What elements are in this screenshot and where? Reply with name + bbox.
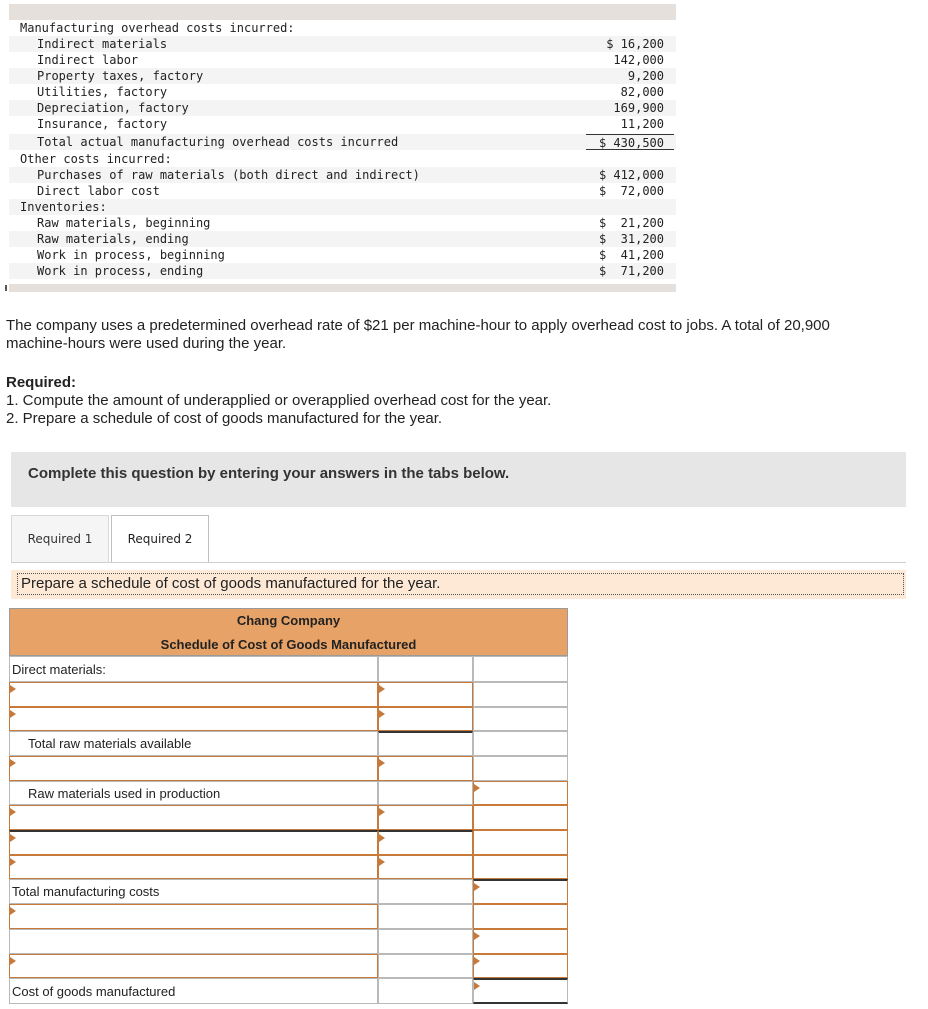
dropdown-marker-icon [474,957,480,965]
row-label: Manufacturing overhead costs incurred: [20,21,295,35]
amount-cell [378,929,473,954]
table-row [9,68,676,84]
row-label: Other costs incurred: [20,152,172,166]
amount-input[interactable] [473,879,568,904]
amount-cell [473,756,568,781]
label-input[interactable] [9,707,378,731]
table-row [9,36,676,52]
table-row [9,151,676,167]
dropdown-marker-icon [474,883,480,891]
dropdown-marker-icon [10,759,16,767]
row-label: Utilities, factory [37,85,168,99]
question-paragraph-line2: machine-hours were used during the year. [6,335,287,352]
dropdown-marker-icon [10,957,16,965]
label-input[interactable] [9,805,378,830]
dropdown-marker-icon [379,759,385,767]
dropdown-marker-icon [10,808,16,816]
table-row [9,52,676,68]
table-header-bar [9,4,676,20]
amount-cell [378,904,473,929]
row-value: $ 16,200 [606,37,664,51]
row-value: $ 412,000 [598,168,664,182]
amount-cell [473,682,568,707]
amount-input[interactable] [473,904,568,929]
row-value: 82,000 [620,85,664,99]
row-label: Purchases of raw materials (both direct and indirect) [37,168,420,182]
row-value: 11,200 [620,117,664,131]
row-label: Indirect materials [37,37,168,51]
tab-divider [11,562,906,563]
raw-used-label: Raw materials used in production [28,785,221,801]
instruction-text: Complete this question by entering your answers in the tabs below. [28,465,510,482]
table-row [9,247,676,263]
dropdown-marker-icon [474,982,480,990]
row-label: Property taxes, factory [37,69,204,83]
label-input[interactable] [9,904,378,929]
dropdown-marker-icon [379,858,385,866]
row-value: 142,000 [613,53,664,67]
amount-cell [378,879,473,904]
row-value: $ 41,200 [598,248,664,262]
label-input[interactable] [9,954,378,978]
amount-input[interactable] [473,830,568,855]
amount-cell [473,731,568,756]
dropdown-marker-icon [10,685,16,693]
direct-materials-label-cell [9,656,378,682]
label-input[interactable] [9,830,378,855]
dropdown-marker-icon [379,685,385,693]
scroll-marker [5,285,7,291]
direct-materials-label: Direct materials: [12,661,106,677]
row-label: Insurance, factory [37,117,168,131]
dropdown-marker-icon [474,932,480,940]
prompt-bar [11,570,906,599]
table-row [9,84,676,100]
required-heading: Required: [6,374,77,391]
label-input[interactable] [9,756,378,781]
row-label: Work in process, ending [37,264,204,278]
table-row [9,167,676,183]
amount-input[interactable] [378,855,473,879]
total-mfg-label: Total manufacturing costs [12,884,160,899]
cogm-label: Cost of goods manufactured [12,983,176,999]
amount-input[interactable] [473,855,568,879]
dropdown-marker-icon [379,808,385,816]
row-value: $ 71,200 [598,264,664,278]
dropdown-marker-icon [379,834,385,842]
required-item-1: 1. Compute the amount of underapplied or overapplied overhead cost for the year. [6,392,552,409]
amount-cell [473,707,568,731]
dropdown-marker-icon [379,710,385,718]
table-row [9,231,676,247]
amount-input[interactable] [473,954,568,978]
company-name: Chang Company [236,613,341,628]
table-row [9,215,676,231]
amount-input[interactable] [378,830,473,855]
table-row [9,134,676,150]
total-raw-available-cell [9,731,378,756]
table-row [9,183,676,199]
amount-input[interactable] [378,707,473,731]
row-label: Inventories: [20,200,107,214]
total-overhead-value: $ 430,500 [586,134,674,150]
amount-input[interactable] [473,929,568,954]
dropdown-marker-icon [10,907,16,915]
amount-input[interactable] [378,805,473,830]
row-label: Direct labor cost [37,184,160,198]
label-input[interactable] [9,682,378,707]
row-label: Work in process, beginning [37,248,225,262]
cogm-cell [9,978,378,1004]
blank-cell [9,929,378,954]
amount-cell [378,656,473,682]
row-value: 169,900 [613,101,664,115]
raw-used-cell [9,781,378,805]
row-value: 9,200 [627,69,664,83]
row-label: Raw materials, beginning [37,216,211,230]
table-row [9,199,676,215]
prompt-text: Prepare a schedule of cost of goods manufactured for the year. [17,573,904,595]
question-paragraph-line1: The company uses a predetermined overhead rate of $21 per machine-hour to apply overhead cost to jobs. A total of 20,900 [6,317,830,334]
label-input[interactable] [9,855,378,879]
amount-input[interactable] [378,731,473,756]
row-label: Raw materials, ending [37,232,189,246]
amount-input[interactable] [473,805,568,830]
total-mfg-cell [9,879,378,904]
row-value: $ 21,200 [598,216,664,230]
row-value: $ 72,000 [598,184,664,198]
row-label: Total actual manufacturing overhead costs incurred [37,135,399,149]
required-item-2: 2. Prepare a schedule of cost of goods manufactured for the year. [6,410,443,427]
amount-cell [473,656,568,682]
instruction-box [11,452,906,507]
tab-required-2[interactable]: Required 2 [111,515,209,562]
row-label: Indirect labor [37,53,139,67]
schedule-header [9,608,568,656]
tab-required-1[interactable]: Required 1 [11,515,109,562]
cogm-amount-input[interactable] [473,978,568,1004]
amount-input[interactable] [378,682,473,707]
row-value: $ 31,200 [598,232,664,246]
table-row [9,100,676,116]
cost-data-table [9,4,676,292]
table-row [9,116,676,132]
amount-cell [378,978,473,1004]
amount-cell [378,781,473,805]
dropdown-marker-icon [10,710,16,718]
total-raw-available-label: Total raw materials available [28,736,192,751]
amount-input[interactable] [473,781,568,805]
amount-cell [378,954,473,978]
amount-input[interactable] [378,756,473,781]
dropdown-marker-icon [10,834,16,842]
dropdown-marker-icon [10,858,16,866]
row-label: Depreciation, factory [37,101,189,115]
table-row [9,263,676,279]
table-row [9,20,676,36]
schedule-title: Schedule of Cost of Goods Manufactured [160,637,417,652]
dropdown-marker-icon [474,784,480,792]
table-footer-bar [9,284,676,292]
